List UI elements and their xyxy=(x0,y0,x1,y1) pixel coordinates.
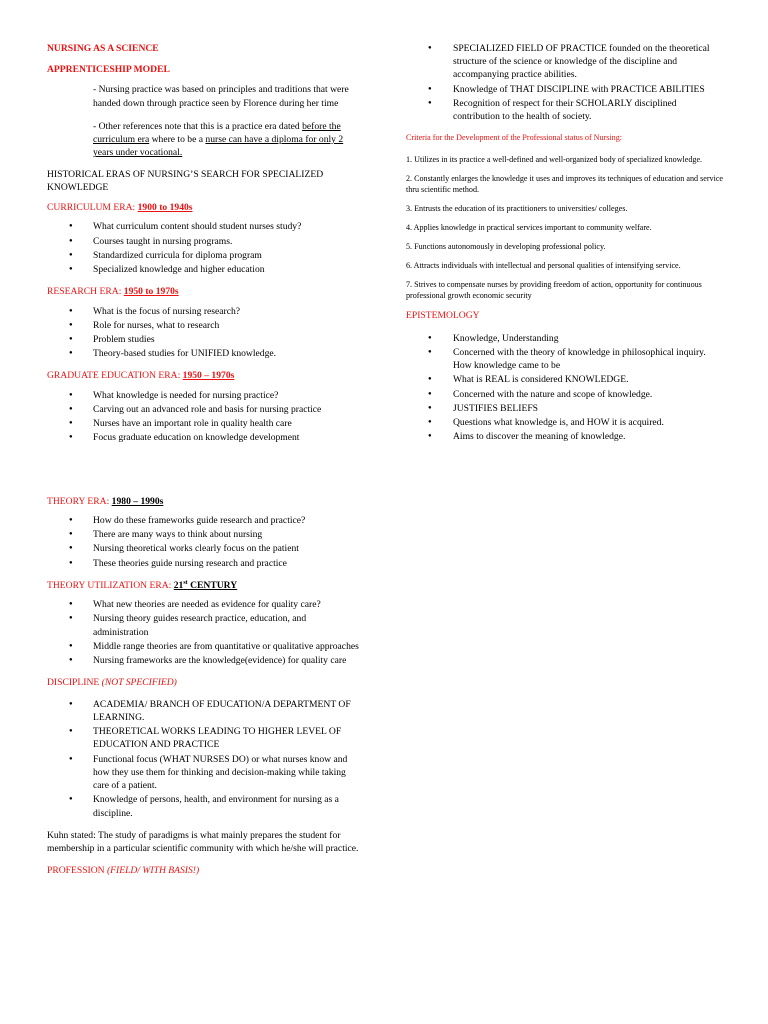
list-item: ● JUSTIFIES BELIEFS xyxy=(406,402,724,415)
list-item: ● What knowledge is needed for nursing practice? xyxy=(47,389,363,402)
list-item: ● Nurses have an important role in quality health care xyxy=(47,417,363,430)
list-item: ● Concerned with the nature and scope of knowledge. xyxy=(406,388,724,401)
criteria-item: 4. Applies knowledge in practical services important to community welfare. xyxy=(406,223,652,233)
list-item: ● Focus graduate education on knowledge development xyxy=(47,431,363,444)
epistemology-heading: EPISTEMOLOGY xyxy=(406,310,480,322)
theory-era-heading: THEORY ERA: 1980 – 1990s xyxy=(47,495,164,507)
list-item: ● What curriculum content should student nurses study? xyxy=(47,220,363,233)
profession-heading: PROFESSION (FIELD/ WITH BASIS!) xyxy=(47,865,200,877)
criteria-item: 2. Constantly enlarges the knowledge it uses and improves its techniques of education and service thru scientific method. xyxy=(406,174,724,195)
list-item: ● Carving out an advanced role and basis for nursing practice xyxy=(47,403,363,416)
list-item: ● What new theories are needed as evidence for quality care? xyxy=(47,598,363,611)
list-item: ● Nursing theory guides research practice, education, and administration xyxy=(47,612,363,638)
list-item: ● Specialized knowledge and higher education xyxy=(47,263,363,276)
criteria-item: 1. Utilizes in its practice a well-defined and well-organized body of specialized knowledge. xyxy=(406,155,703,165)
curriculum-era-heading: CURRICULUM ERA: 1900 to 1940s xyxy=(47,202,193,214)
criteria-item: 3. Entrusts the education of its practitioners to universities/ colleges. xyxy=(406,204,628,214)
criteria-heading: Criteria for the Development of the Professional status of Nursing: xyxy=(406,133,623,143)
list-item: ● Recognition of respect for their SCHOLARLY disciplined contribution to the health of society. xyxy=(406,97,724,123)
list-item: ● There are many ways to think about nursing xyxy=(47,528,363,541)
list-item: ● What is the focus of nursing research? xyxy=(47,305,363,318)
criteria-item: 7. Strives to compensate nurses by providing freedom of action, opportunity for continuous professional growth economic security xyxy=(406,280,702,301)
list-item: ● Functional focus (WHAT NURSES DO) or what nurses know and how they use them for thinking and decision-making while taking care of a patient. xyxy=(47,753,363,793)
list-item: ● How do these frameworks guide research and practice? xyxy=(47,514,363,527)
theory-era-list xyxy=(47,514,363,570)
list-item: ● ACADEMIA/ BRANCH OF EDUCATION/A DEPARTMENT OF LEARNING. xyxy=(47,698,363,724)
list-item: ● These theories guide nursing research and practice xyxy=(47,557,363,570)
criteria-item: 5. Functions autonomously in developing professional policy. xyxy=(406,242,606,252)
research-era-list xyxy=(47,305,363,361)
theory-utilization-era-list xyxy=(47,598,363,667)
apprenticeship-paragraph-1: - Nursing practice was based on principles and traditions that were handed down through practice seen by Florence during her time xyxy=(93,84,349,109)
profession-list xyxy=(406,42,724,123)
list-item: ● THEORETICAL WORKS LEADING TO HIGHER LEVEL OF EDUCATION AND PRACTICE xyxy=(47,725,363,751)
list-item: ● Theory-based studies for UNIFIED knowledge. xyxy=(47,347,363,360)
epistemology-list xyxy=(406,332,724,444)
document-title: NURSING AS A SCIENCE xyxy=(47,43,159,54)
graduate-era-list xyxy=(47,389,363,445)
apprenticeship-paragraph-2: - Other references note that this is a practice era dated before the curriculum era where to be a nurse can have a diploma for only 2 years under vocational. xyxy=(93,120,344,159)
kuhn-paragraph: Kuhn stated: The study of paradigms is what mainly prepares the student for membership in a particular scientific community with which he/she will practice. xyxy=(47,829,359,854)
list-item: ● Knowledge of THAT DISCIPLINE with PRACTICE ABILITIES xyxy=(406,83,724,96)
list-item: ● Questions what knowledge is, and HOW it is acquired. xyxy=(406,416,724,429)
list-item: ● Nursing theoretical works clearly focus on the patient xyxy=(47,542,363,555)
list-item: ● Nursing frameworks are the knowledge(evidence) for quality care xyxy=(47,654,363,667)
list-item: ● Aims to discover the meaning of knowledge. xyxy=(406,430,724,443)
list-item: ● SPECIALIZED FIELD OF PRACTICE founded on the theoretical structure of the science or knowledge of the discipline and accompanying practice abilities. xyxy=(406,42,724,82)
criteria-item: 6. Attracts individuals with intellectual and personal qualities of intensifying service. xyxy=(406,261,681,271)
curriculum-era-list xyxy=(47,220,363,276)
list-item: ● Knowledge, Understanding xyxy=(406,332,724,345)
list-item: ● Courses taught in nursing programs. xyxy=(47,235,363,248)
eras-heading: HISTORICAL ERAS OF NURSING’S SEARCH FOR SPECIALIZED KNOWLEDGE xyxy=(47,168,324,193)
discipline-heading: DISCIPLINE (NOT SPECIFIED) xyxy=(47,677,177,689)
list-item: ● Problem studies xyxy=(47,333,363,346)
list-item: ● Standardized curricula for diploma program xyxy=(47,249,363,262)
right-column xyxy=(406,42,724,453)
list-item: ● What is REAL is considered KNOWLEDGE. xyxy=(406,373,724,386)
list-item: ● Middle range theories are from quantitative or qualitative approaches xyxy=(47,640,363,653)
theory-utilization-era-heading: THEORY UTILIZATION ERA: 21st CENTURY xyxy=(47,579,238,591)
list-item: ● Concerned with the theory of knowledge in philosophical inquiry. How knowledge came to be xyxy=(406,346,724,372)
left-column xyxy=(47,42,363,883)
apprenticeship-heading: APPRENTICESHIP MODEL xyxy=(47,64,170,76)
research-era-heading: RESEARCH ERA: 1950 to 1970s xyxy=(47,286,179,298)
list-item: ● Knowledge of persons, health, and environment for nursing as a discipline. xyxy=(47,793,363,819)
graduate-era-heading: GRADUATE EDUCATION ERA: 1950 – 1970s xyxy=(47,370,235,382)
discipline-list xyxy=(47,698,363,820)
list-item: ● Role for nurses, what to research xyxy=(47,319,363,332)
